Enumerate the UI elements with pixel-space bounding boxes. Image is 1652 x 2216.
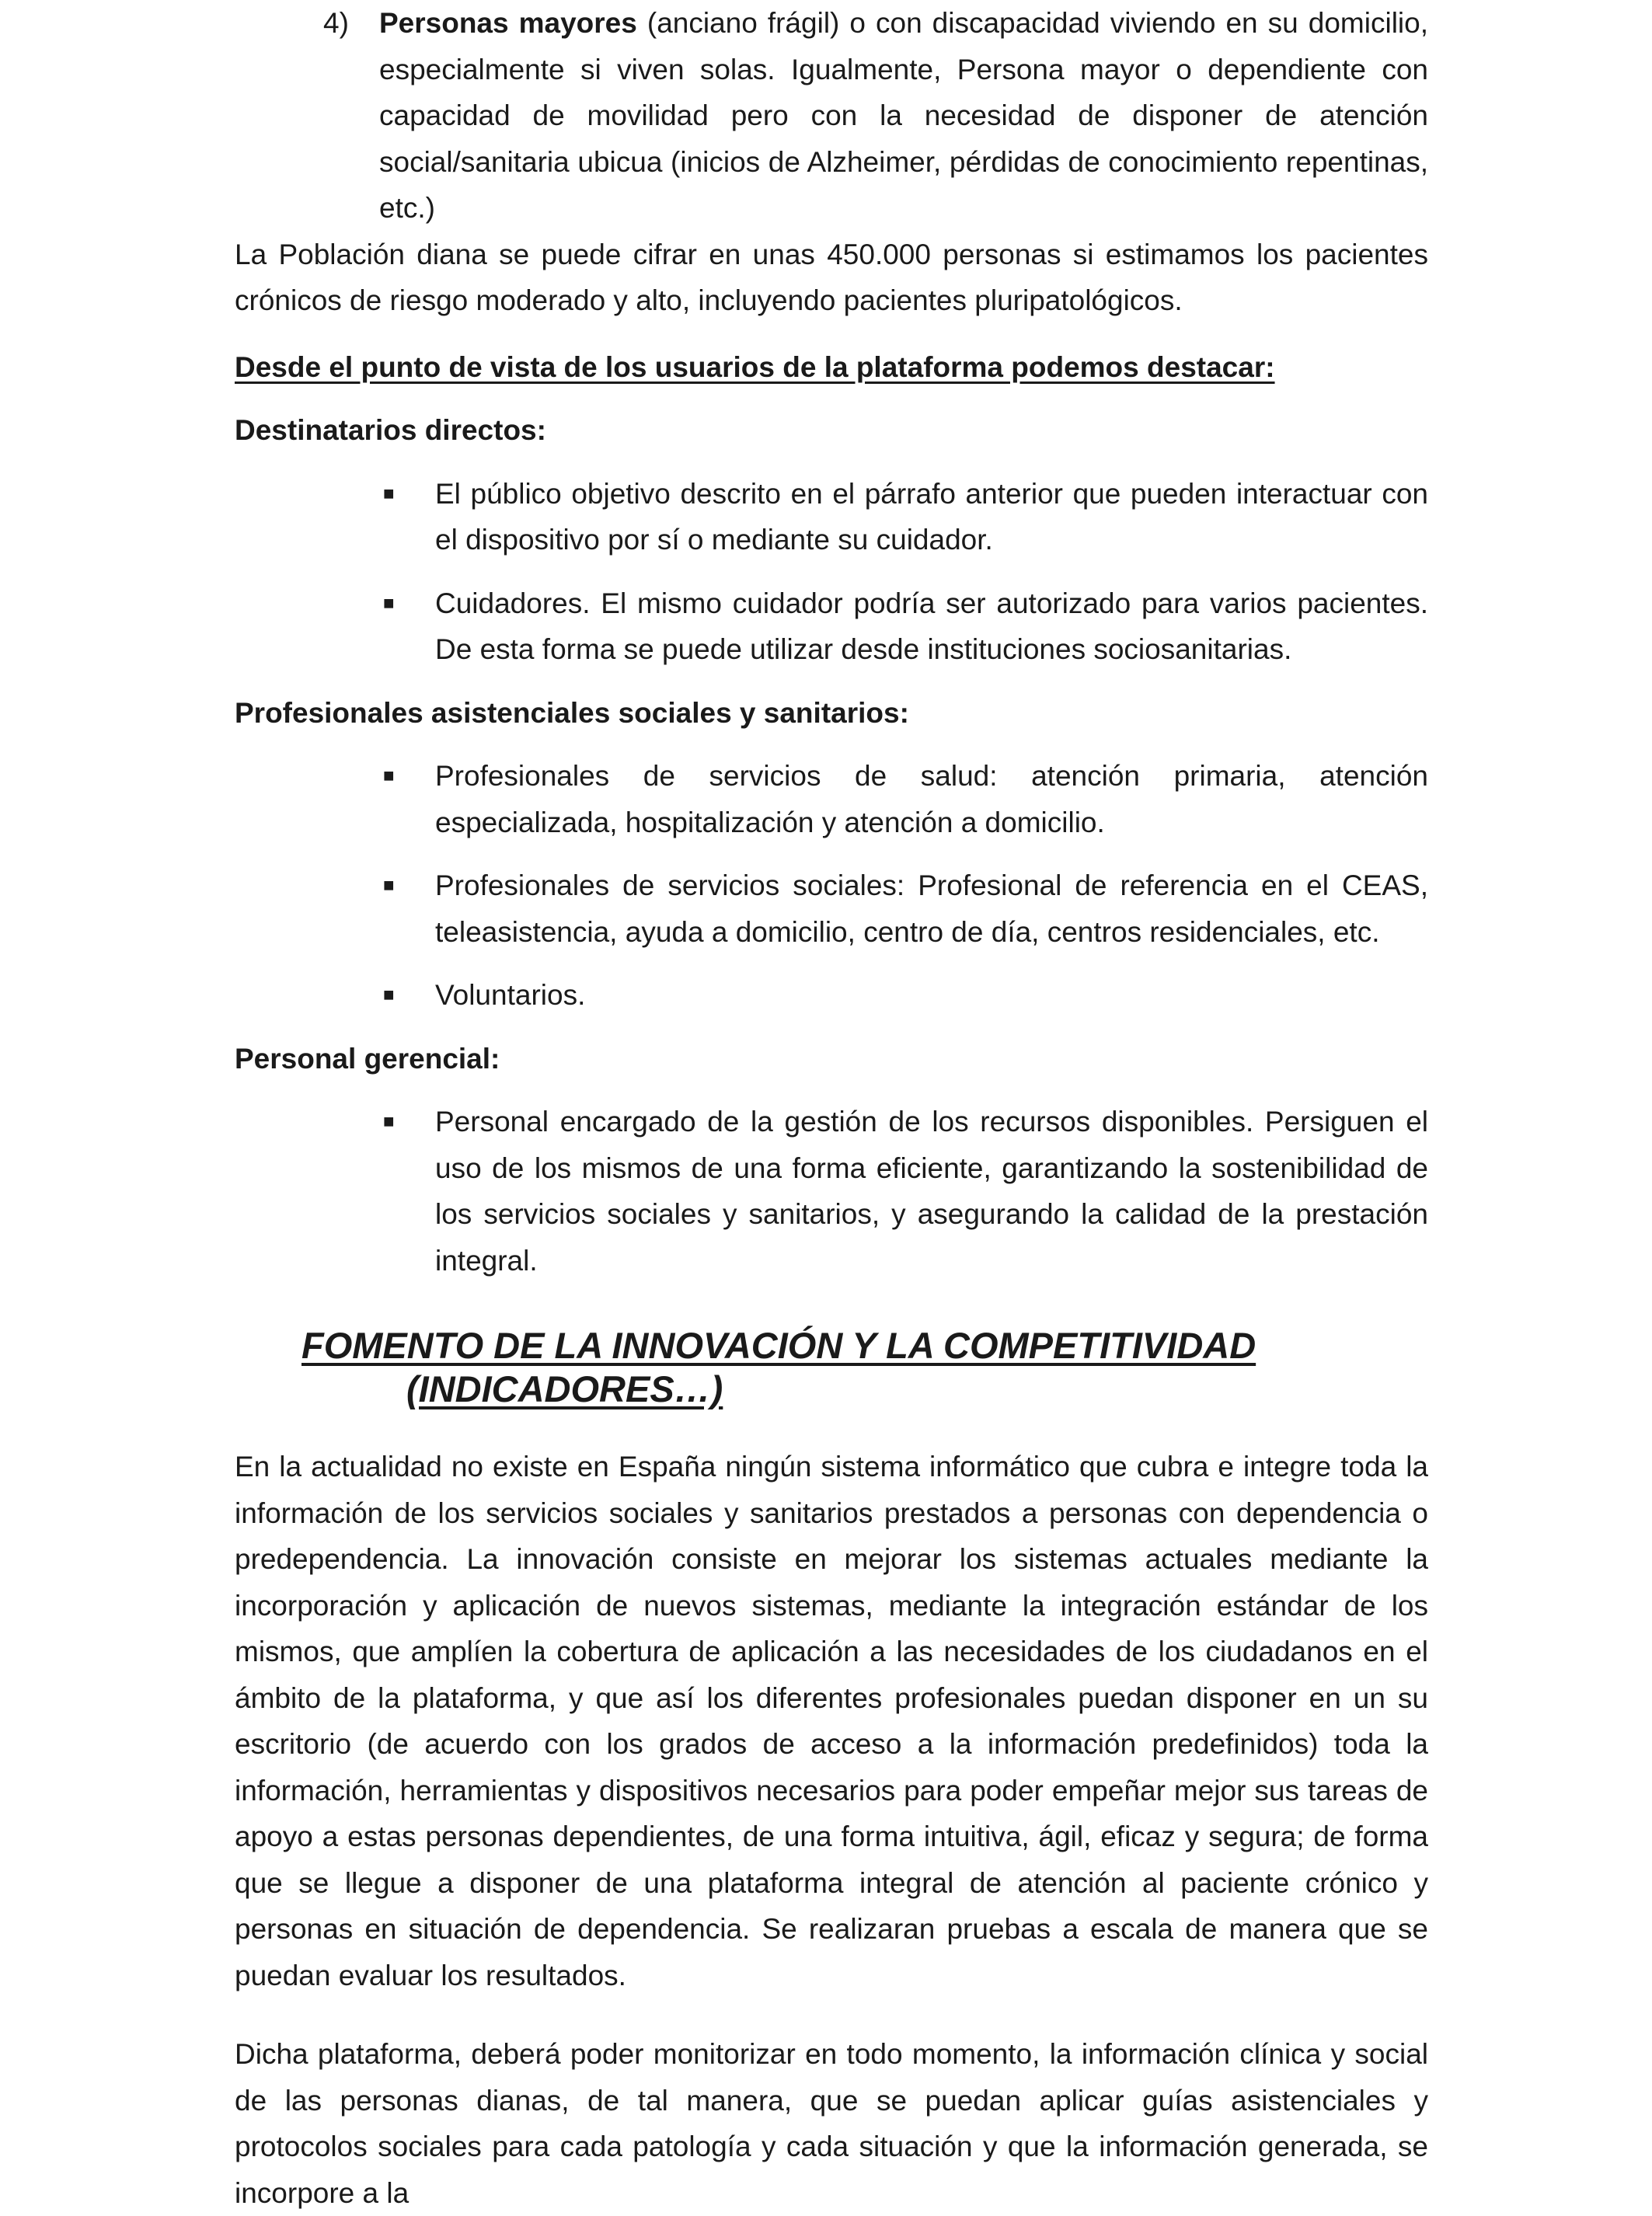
list-item-text: El público objetivo descrito en el párrafo anterior que pueden interactuar con el dispositivo por sí o mediante su cuidador.: [435, 477, 1428, 556]
square-bullet-icon: ■: [383, 592, 395, 614]
item-bold-lead: Personas mayores: [379, 7, 637, 39]
population-paragraph: La Población diana se puede cifrar en unas 450.000 personas si estimamos los pacientes crónicos de riesgo moderado y alto, incluyendo pacientes pluripatológicos.: [235, 238, 1428, 316]
list-item-text: Personal encargado de la gestión de los recursos disponibles. Persiguen el uso de los mismos de una forma eficiente, garantizando la sostenibilidad de los servicios sociales y sanitarios, y asegurando la calidad de la prestación integral.: [435, 1106, 1428, 1277]
list-item-text: Voluntarios.: [435, 979, 586, 1011]
section-heading: [301, 1324, 1428, 1411]
square-bullet-icon: ■: [383, 483, 395, 504]
square-bullet-icon: ■: [383, 765, 395, 786]
list-item: [383, 753, 1428, 845]
section-heading-line2: (INDICADORES…): [406, 1368, 723, 1409]
item-number: 4): [323, 7, 349, 39]
document-page: [235, 0, 1428, 2216]
management-list: [235, 1099, 1428, 1284]
group-title-management: Personal gerencial:: [235, 1042, 500, 1075]
list-item: [383, 580, 1428, 673]
list-item-text: Profesionales de servicios de salud: atención primaria, atención especializada, hospitalización y atención a domicilio.: [435, 760, 1428, 838]
professionals-list: [235, 753, 1428, 1019]
direct-recipients-list: [235, 471, 1428, 673]
square-bullet-icon: ■: [383, 984, 395, 1005]
group-title-professionals: Profesionales asistenciales sociales y sanitarios:: [235, 696, 909, 729]
square-bullet-icon: ■: [383, 875, 395, 896]
users-heading: Desde el punto de vista de los usuarios de la plataforma podemos destacar:: [235, 350, 1275, 383]
square-bullet-icon: ■: [383, 1111, 395, 1132]
list-item: [383, 972, 1428, 1019]
section-heading-line1: FOMENTO DE LA INNOVACIÓN Y LA COMPETITIVIDAD: [301, 1325, 1256, 1366]
list-item-text: Profesionales de servicios sociales: Profesional de referencia en el CEAS, teleasistencia, ayuda a domicilio, centro de día, centros residenciales, etc.: [435, 869, 1428, 948]
platform-paragraph: Dicha plataforma, deberá poder monitorizar en todo momento, la información clínica y social de las personas dianas, de tal manera, que se puedan aplicar guías asistenciales y protocolos sociales para cada patología y cada situación y que la información generada, se incorpore a la: [235, 2038, 1428, 2209]
item-text: (anciano frágil) o con discapacidad viviendo en su domicilio, especialmente si viven solas. Igualmente, Persona mayor o dependiente con capacidad de movilidad pero con la necesidad de disponer de atención social/sanitaria ubicua (inicios de Alzheimer, pérdidas de conocimiento repentinas, etc.): [379, 7, 1428, 224]
innovation-paragraph: En la actualidad no existe en España ningún sistema informático que cubra e integre toda la información de los servicios sociales y sanitarios prestados a personas con dependencia o predependencia. La innovación consiste en mejorar los sistemas actuales mediante la incorporación y aplicación de nuevos sistemas, mediante la integración estándar de los mismos, que amplíen la cobertura de aplicación a las necesidades de los ciudadanos en el ámbito de la plataforma, y que así los diferentes profesionales puedan disponer en un su escritorio (de acuerdo con los grados de acceso a la información predefinidos) toda la información, herramientas y dispositivos necesarios para poder empeñar mejor sus tareas de apoyo a estas personas dependientes, de una forma intuitiva, ágil, eficaz y segura; de forma que se llegue a disponer de una plataforma integral de atención al paciente crónico y personas en situación de dependencia. Se realizaran pruebas a escala de manera que se puedan evaluar los resultados.: [235, 1451, 1428, 1991]
group-title-direct-recipients: Destinatarios directos:: [235, 414, 546, 446]
list-item: [383, 862, 1428, 955]
list-item-text: Cuidadores. El mismo cuidador podría ser autorizado para varios pacientes. De esta forma se puede utilizar desde instituciones sociosanitarias.: [435, 587, 1428, 665]
list-item: [383, 1099, 1428, 1284]
list-item: [383, 471, 1428, 563]
numbered-item-4: [323, 0, 1428, 232]
